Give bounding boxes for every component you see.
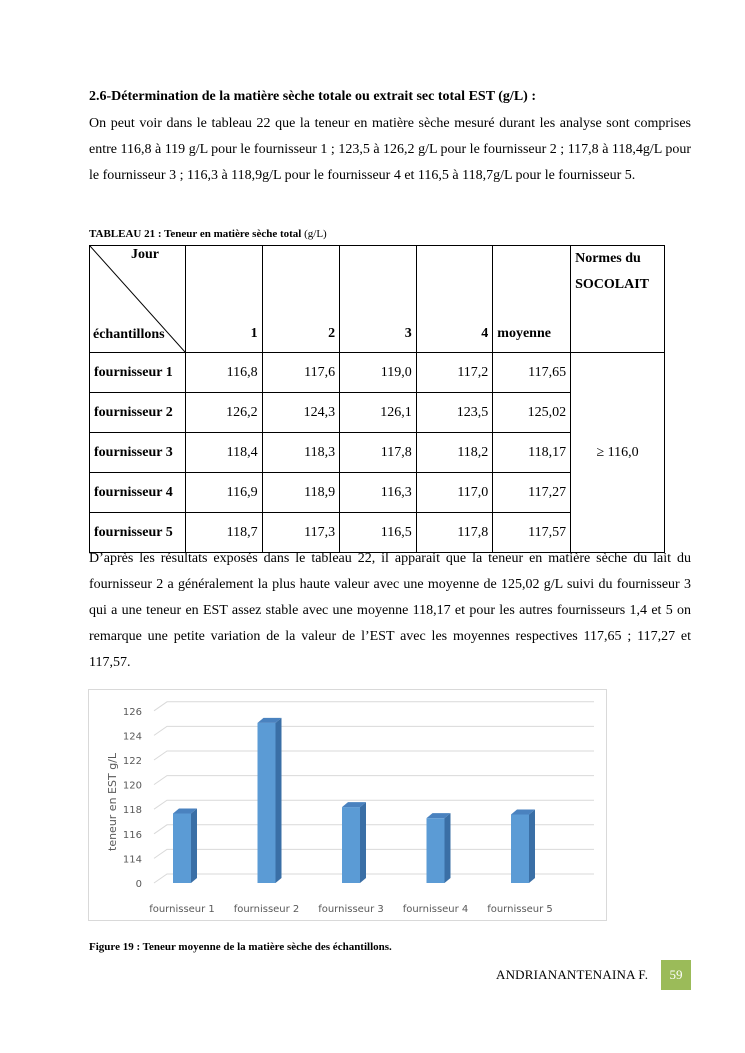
value-cell: 116,8 bbox=[186, 353, 263, 393]
bar-side bbox=[445, 813, 451, 883]
x-tick-label: fournisseur 1 bbox=[149, 904, 215, 915]
y-tick-label: 114 bbox=[122, 854, 142, 866]
y-tick-label: 124 bbox=[122, 731, 142, 743]
value-cell: 117,0 bbox=[416, 473, 493, 513]
value-cell: 118,3 bbox=[262, 433, 340, 473]
x-tick-label: fournisseur 4 bbox=[402, 904, 469, 915]
table-corner-cell bbox=[90, 246, 186, 353]
gridline bbox=[154, 751, 594, 760]
supplier-name: fournisseur 5 bbox=[90, 513, 186, 553]
bar-front bbox=[427, 818, 445, 883]
bar-front bbox=[173, 814, 191, 883]
figure-caption: Figure 19 : Teneur moyenne de la matière sèche des échantillons. bbox=[89, 941, 392, 953]
section-heading: 2.6-Détermination de la matière sèche totale ou extrait sec total EST (g/L) : bbox=[89, 89, 536, 104]
norm-value-cell: ≥ 116,0 bbox=[571, 353, 665, 553]
value-cell: 123,5 bbox=[416, 393, 493, 433]
table-caption bbox=[89, 228, 327, 240]
dry-matter-table bbox=[89, 245, 665, 553]
y-tick-label: 120 bbox=[122, 780, 142, 792]
samples-header: échantillons bbox=[93, 327, 165, 342]
value-cell: 117,8 bbox=[340, 433, 417, 473]
value-cell: 118,9 bbox=[262, 473, 340, 513]
value-cell: 118,4 bbox=[186, 433, 263, 473]
mean-header: moyenne bbox=[493, 246, 571, 353]
bar-side bbox=[191, 809, 197, 883]
value-cell: 126,2 bbox=[186, 393, 263, 433]
x-tick-label: fournisseur 3 bbox=[318, 904, 384, 915]
gridline bbox=[154, 702, 594, 711]
value-cell: 117,3 bbox=[262, 513, 340, 553]
paragraph-discussion: D’après les résultats exposés dans le tableau 22, il apparait que la teneur en matière sèche du lait du fournisseur 2 a généralement la plus haute valeur avec une moyenne de 125,02 g/L suivi du fournisseur 3 qui a une teneur en EST assez stable avec une moyenne 118,17 et pour les autres fournisseurs 1,4 et 5 on remarque une petite variation de la valeur de l’EST avec les moyennes respectives 117,65 ; 117,27 et 117,57. bbox=[89, 551, 691, 670]
table-header-row bbox=[90, 246, 665, 353]
value-cell: 118,2 bbox=[416, 433, 493, 473]
supplier-name: fournisseur 4 bbox=[90, 473, 186, 513]
mean-cell: 117,57 bbox=[493, 513, 571, 553]
y-tick-label: 116 bbox=[122, 829, 142, 841]
bar-side bbox=[360, 802, 366, 883]
bar-front bbox=[258, 723, 276, 883]
value-cell: 117,2 bbox=[416, 353, 493, 393]
value-cell: 124,3 bbox=[262, 393, 340, 433]
mean-cell: 117,27 bbox=[493, 473, 571, 513]
day-2-header: 2 bbox=[262, 246, 340, 353]
y-tick-label: 0 bbox=[135, 879, 142, 890]
gridline bbox=[154, 726, 594, 735]
day-header: Jour bbox=[131, 247, 159, 262]
day-3-header: 3 bbox=[340, 246, 417, 353]
bar-chart-svg bbox=[89, 690, 608, 922]
value-cell: 116,9 bbox=[186, 473, 263, 513]
bar-side bbox=[276, 718, 282, 883]
y-tick-label: 118 bbox=[122, 805, 142, 817]
supplier-name: fournisseur 2 bbox=[90, 393, 186, 433]
footer-author: ANDRIANANTENAINA F. bbox=[496, 967, 649, 982]
mean-dry-matter-chart bbox=[88, 689, 607, 921]
paragraph-intro: On peut voir dans le tableau 22 que la teneur en matière sèche mesuré durant les analyse sont comprises entre 116,8 à 119 g/L pour le fournisseur 1 ; 123,5 à 126,2 g/L pour le fournisseur 2 ; 117,8 à 118,4g/L pour le fournisseur 3 ; 116,3 à 118,9g/L pour le fournisseur 4 et 116,5 à 118,7g/L pour le fournisseur 5. bbox=[89, 116, 691, 183]
day-1-header: 1 bbox=[186, 246, 263, 353]
norm-header-line1: Normes du bbox=[575, 251, 641, 266]
page-number: 59 bbox=[661, 960, 691, 990]
table-caption-bold: TABLEAU 21 : Teneur en matière sèche total bbox=[89, 228, 302, 240]
y-tick-label: 126 bbox=[122, 706, 142, 718]
table-caption-unit: (g/L) bbox=[301, 228, 327, 240]
value-cell: 119,0 bbox=[340, 353, 417, 393]
gridline bbox=[154, 776, 594, 785]
supplier-name: fournisseur 3 bbox=[90, 433, 186, 473]
table-row bbox=[90, 353, 665, 393]
value-cell: 117,6 bbox=[262, 353, 340, 393]
gridline bbox=[154, 800, 594, 809]
y-axis-title: teneur en EST g/L bbox=[106, 752, 119, 852]
supplier-name: fournisseur 1 bbox=[90, 353, 186, 393]
value-cell: 117,8 bbox=[416, 513, 493, 553]
mean-cell: 117,65 bbox=[493, 353, 571, 393]
x-tick-label: fournisseur 2 bbox=[233, 904, 300, 915]
y-tick-label: 122 bbox=[122, 756, 142, 767]
mean-cell: 118,17 bbox=[493, 433, 571, 473]
value-cell: 126,1 bbox=[340, 393, 417, 433]
value-cell: 116,3 bbox=[340, 473, 417, 513]
bar-front bbox=[342, 807, 360, 883]
day-4-header: 4 bbox=[416, 246, 493, 353]
bar-side bbox=[529, 809, 535, 883]
mean-cell: 125,02 bbox=[493, 393, 571, 433]
value-cell: 118,7 bbox=[186, 513, 263, 553]
norm-header-line2: SOCOLAIT bbox=[575, 277, 650, 292]
x-tick-label: fournisseur 5 bbox=[487, 904, 553, 915]
value-cell: 116,5 bbox=[340, 513, 417, 553]
norm-header bbox=[571, 246, 665, 353]
bar-front bbox=[511, 814, 529, 883]
